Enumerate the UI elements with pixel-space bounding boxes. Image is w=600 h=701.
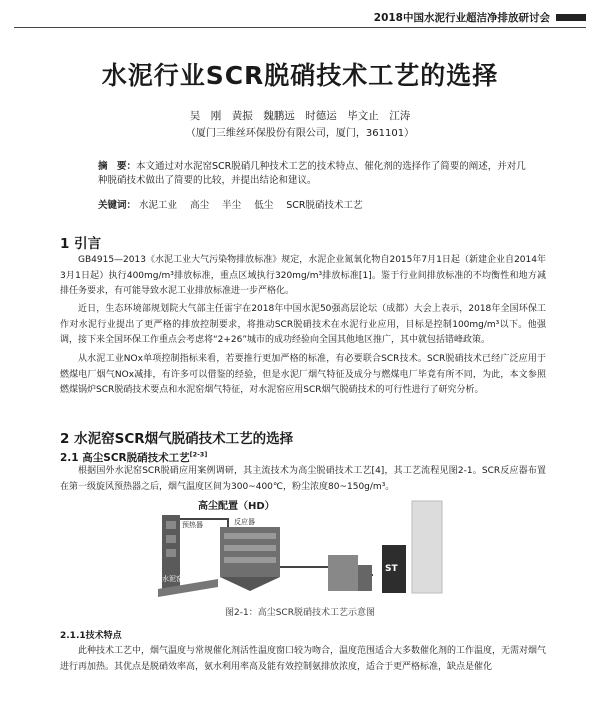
section-2-1-ref: [2-3] [189, 450, 208, 459]
running-header-text: 2018中国水泥行业超洁净排放研讨会 [373, 12, 550, 24]
section-2-1-1-paragraph: 此种技术工艺中，烟气温度与常规催化剂活性温度窗口较为吻合，温度范围适合大多数催化剂的工作温度，无需对烟气进行再加热。其优点是脱硝效率高，氨水利用率高及能有效控制氨排放浓度，适合于更严格标准，缺点是催化 [60, 646, 547, 672]
header-rule [14, 27, 586, 28]
section-1-heading: 1 引言 [60, 236, 102, 252]
catalyst-layer [224, 557, 276, 563]
authors: 吴 刚 黄振 魏鹏远 时德运 毕文止 江涛 [189, 110, 411, 122]
section-2-heading: 2 水泥窑SCR烟气脱硝技术工艺的选择 [60, 431, 294, 447]
header-bar-decoration [556, 14, 586, 21]
keywords [98, 197, 528, 211]
section-1-paragraph-3: 从水泥工业NOx单项控制指标来看，若要推行更加严格的标准，有必要联合SCR技术。SCR脱硝技术已经广泛应用于燃煤电厂烟气NOx减排，有许多可以借鉴的经验，但是水泥厂烟气特征及成分与燃煤电厂毕竟有所不同，为此，本文参照燃煤锅炉SCR脱硝技术要点和水泥窑烟气特征，对水泥窑应用SCR烟气脱硝技术的可行性进行了研究分析。 [60, 354, 546, 395]
catalyst-layer [224, 533, 276, 539]
reactor-label: 反应器 [234, 518, 255, 526]
figure-caption: 图2-1：高尘SCR脱硝技术工艺示意图 [225, 608, 375, 618]
keywords-label: 关键词： [98, 200, 137, 211]
reactor-hopper [220, 577, 280, 591]
keyword: SCR脱硝技术工艺 [286, 200, 363, 211]
preheater-stage [166, 535, 176, 543]
preheater-stage [166, 549, 176, 557]
keyword: 半尘 [222, 200, 242, 211]
catalyst-layer [224, 545, 276, 551]
abstract-label: 摘 要： [98, 161, 137, 172]
running-header [374, 10, 586, 25]
kiln-label: 水泥窑 [162, 575, 183, 583]
section-2-1-heading [60, 450, 207, 465]
preheater-label: 预热器 [182, 521, 203, 529]
section-1-paragraph-1: GB4915—2013《水泥工业大气污染物排放标准》规定，水泥企业氮氧化物自2015年7月1日起（新建企业自2014年3月1日起）执行400mg/m³排放标准，重点区域执行320mg/m³排放标准[1]。鉴于行业间排放标准的不均衡性和地方减排任务要求，有可能导致水泥工业排放标准进一步严格化。 [60, 255, 546, 296]
stack-label: ST [385, 564, 398, 574]
abstract-text: 本文通过对水泥窑SCR脱硝几种技术工艺的技术特点、催化剂的选择作了简要的阐述，并对几种脱硝技术做出了简要的比较，并提出结论和建议。 [98, 161, 526, 186]
affiliation: （厦门三维丝环保股份有限公司，厦门，361101） [185, 128, 415, 139]
figure-title: 高尘配置（HD） [198, 501, 275, 512]
keyword: 低尘 [254, 200, 274, 211]
keyword: 高尘 [190, 200, 210, 211]
abstract [98, 160, 528, 188]
dust-collector [328, 555, 358, 591]
section-2-1-paragraph: 根据国外水泥窑SCR脱硝应用案例调研，其主流技术为高尘脱硝技术工艺[4]，其工艺流程见图2-1。SCR反应器布置在第一级旋风预热器之后，烟气温度区间为300~400℃，粉尘浓度80~150g/m³。 [60, 466, 546, 492]
process-diagram [158, 497, 468, 597]
keyword: 水泥工业 [139, 200, 178, 211]
chimney [412, 501, 442, 593]
section-2-1-1-heading: 2.1.1技术特点 [60, 631, 122, 641]
section-1-paragraph-2: 近日，生态环境部规划院大气部主任雷宇在2018年中国水泥50强高层论坛（成都）大会上表示，2018年全国环保工作对水泥行业提出了更严格的排放控制要求，将推动SCR脱硝技术在水泥行业应用，目标是控制100mg/m³以下。他强调，接下来全国环保工作重点会考虑将“2+26”城市的成功经验向全国其他地区推广，其中就包括错峰政策。 [60, 304, 546, 345]
section-2-1-title: 2.1 高尘SCR脱硝技术工艺 [60, 452, 190, 464]
preheater-stage [166, 521, 176, 529]
induced-draft-fan [358, 565, 372, 591]
page-title: 水泥行业SCR脱硝技术工艺的选择 [101, 61, 499, 90]
